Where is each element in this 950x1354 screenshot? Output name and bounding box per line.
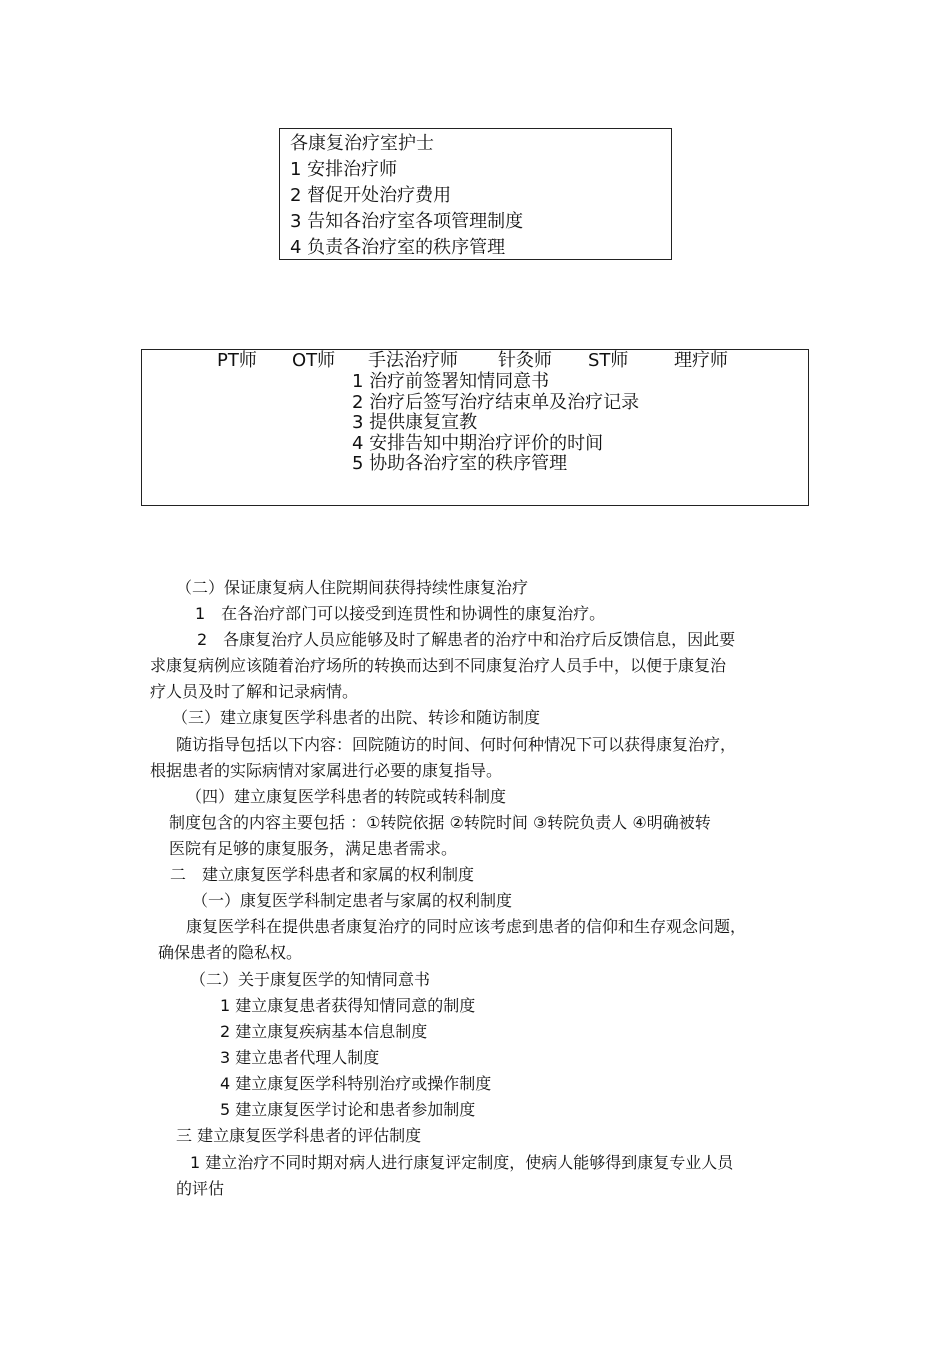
therapist-duty-item: 4 安排告知中期治疗评价的时间 — [352, 432, 604, 454]
role-physio: 理疗师 — [674, 350, 728, 371]
section-heading: （二）关于康复医学的知情同意书 — [190, 970, 431, 989]
nurse-duty-item: 1 安排治疗师 — [290, 159, 398, 180]
list-item: 3 建立患者代理人制度 — [220, 1048, 380, 1067]
nurse-duties-title: 各康复治疗室护士 — [290, 133, 434, 154]
therapist-duties-box — [141, 349, 809, 506]
list-item: 4 建立康复医学科特别治疗或操作制度 — [220, 1074, 492, 1093]
body-line: 1 建立治疗不同时期对病人进行康复评定制度，使病人能够得到康复专业人员 — [190, 1153, 734, 1172]
list-item: 1 建立康复患者获得知情同意的制度 — [220, 996, 476, 1015]
body-line: 2 各康复治疗人员应能够及时了解患者的治疗中和治疗后反馈信息，因此要 — [197, 630, 736, 649]
body-line: 随访指导包括以下内容：回院随访的时间、何时何种情况下可以获得康复治疗， — [176, 735, 737, 754]
role-manual: 手法治疗师 — [368, 350, 458, 371]
section-heading: （三）建立康复医学科患者的出院、转诊和随访制度 — [172, 708, 541, 727]
list-item: 2 建立康复疾病基本信息制度 — [220, 1022, 428, 1041]
therapist-duty-item: 3 提供康复宣教 — [352, 412, 478, 433]
list-item: 5 建立康复医学讨论和患者参加制度 — [220, 1100, 476, 1119]
body-line: 确保患者的隐私权。 — [158, 943, 303, 962]
body-line: 疗人员及时了解和记录病情。 — [150, 682, 359, 701]
section-heading: （一）康复医学科制定患者与家属的权利制度 — [192, 891, 513, 910]
section-heading: （二）保证康复病人住院期间获得持续性康复治疗 — [176, 578, 529, 597]
nurse-duty-item: 3 告知各治疗室各项管理制度 — [290, 211, 524, 232]
nurse-duty-item: 4 负责各治疗室的秩序管理 — [290, 237, 506, 258]
body-line: 康复医学科在提供患者康复治疗的同时应该考虑到患者的信仰和生存观念问题， — [186, 917, 747, 936]
role-pt: PT师 — [217, 350, 257, 371]
section-heading: 三 建立康复医学科患者的评估制度 — [176, 1126, 422, 1145]
therapist-duty-item: 5 协助各治疗室的秩序管理 — [352, 453, 568, 474]
body-line: 根据患者的实际病情对家属进行必要的康复指导。 — [150, 761, 503, 780]
therapist-duty-item: 1 治疗前签署知情同意书 — [352, 371, 550, 392]
nurse-duty-item: 2 督促开处治疗费用 — [290, 185, 452, 206]
body-line: 的评估 — [176, 1179, 225, 1198]
role-acupuncture: 针灸师 — [498, 350, 552, 371]
therapist-duty-item: 2 治疗后签写治疗结束单及治疗记录 — [352, 391, 640, 413]
role-st: ST师 — [588, 350, 629, 371]
body-line: 1 在各治疗部门可以接受到连贯性和协调性的康复治疗。 — [195, 604, 606, 623]
body-line: 医院有足够的康复服务，满足患者需求。 — [169, 839, 458, 858]
section-heading: 二 建立康复医学科患者和家属的权利制度 — [170, 865, 475, 884]
role-ot: OT师 — [292, 350, 336, 371]
body-line: 制度包含的内容主要包括 ：①转院依据 ②转院时间 ③转院负责人 ④明确被转 — [169, 813, 711, 832]
section-heading: （四）建立康复医学科患者的转院或转科制度 — [186, 787, 507, 806]
body-line: 求康复病例应该随着治疗场所的转换而达到不同康复治疗人员手中，以便于康复治 — [150, 656, 727, 675]
nurse-duties-box — [279, 128, 672, 260]
therapist-duty-list — [352, 372, 639, 475]
